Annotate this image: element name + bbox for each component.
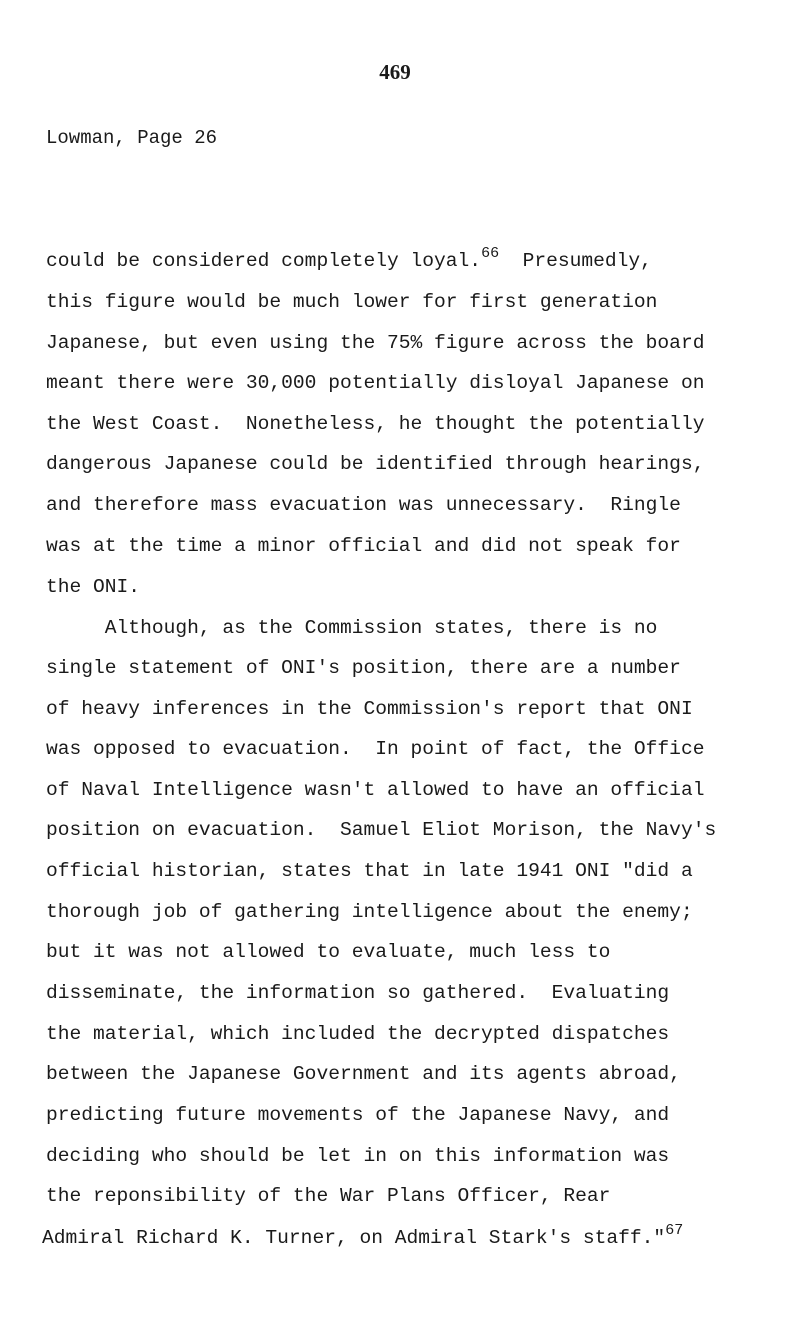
text-line (46, 1184, 610, 1208)
line-text: could be considered completely loyal. (46, 250, 482, 272)
footnote-ref: 66 (481, 245, 500, 262)
line-text: disseminate, the information so gathered. Evaluating (46, 982, 670, 1004)
line-text: position on evacuation. Samuel Eliot Morison, the Navy's (46, 819, 717, 841)
page-number: 469 (379, 60, 411, 84)
line-text: this figure would be much lower for first generation (46, 291, 658, 313)
text-line (46, 940, 610, 964)
line-text: the reponsibility of the War Plans Officer, Rear (46, 1185, 611, 1207)
line-text: was opposed to evacuation. In point of fact, the Office (46, 738, 705, 760)
text-line (46, 245, 652, 275)
line-text: but it was not allowed to evaluate, much less to (46, 941, 611, 963)
text-line (46, 656, 681, 680)
text-line (42, 1222, 684, 1252)
text-line (46, 290, 657, 314)
line-text: the material, which included the decrypted dispatches (46, 1023, 670, 1045)
text-line (46, 778, 704, 802)
text-line (46, 493, 681, 517)
line-text: of Naval Intelligence wasn't allowed to have an official (46, 779, 705, 801)
line-text: deciding who should be let in on this information was (46, 1145, 670, 1167)
line-text: official historian, states that in late 1941 ONI "did a (46, 860, 693, 882)
line-text: predicting future movements of the Japanese Navy, and (46, 1104, 670, 1126)
line-text: Admiral Richard K. Turner, on Admiral Stark's staff." (42, 1227, 666, 1249)
text-line (46, 1103, 669, 1127)
line-text: of heavy inferences in the Commission's report that ONI (46, 698, 693, 720)
text-line (46, 818, 716, 842)
text-line (46, 616, 657, 640)
text-line (46, 331, 704, 355)
text-line (46, 859, 693, 883)
text-line (46, 900, 693, 924)
text-line (46, 412, 704, 436)
line-text-continued: Presumedly, (499, 250, 652, 272)
line-text: Japanese, but even using the 75% figure across the board (46, 332, 705, 354)
text-line (46, 452, 704, 476)
running-head: Lowman, Page 26 (46, 127, 218, 149)
line-text: the ONI. (46, 576, 141, 598)
line-text: between the Japanese Government and its agents abroad, (46, 1063, 681, 1085)
line-text: Although, as the Commission states, there is no (46, 617, 658, 639)
text-line (46, 534, 681, 558)
line-text: was at the time a minor official and did not speak for (46, 535, 681, 557)
text-line (46, 737, 704, 761)
line-text: meant there were 30,000 potentially disloyal Japanese on (46, 372, 705, 394)
text-line (46, 697, 693, 721)
line-text: dangerous Japanese could be identified through hearings, (46, 453, 705, 475)
text-line (46, 1022, 669, 1046)
line-text: single statement of ONI's position, there are a number (46, 657, 681, 679)
text-line (46, 1144, 669, 1168)
text-line (46, 981, 669, 1005)
text-line (46, 575, 140, 599)
footnote-ref: 67 (665, 1222, 684, 1239)
text-line (46, 1062, 681, 1086)
line-text: the West Coast. Nonetheless, he thought the potentially (46, 413, 705, 435)
line-text: thorough job of gathering intelligence about the enemy; (46, 901, 693, 923)
text-line (46, 371, 704, 395)
line-text: and therefore mass evacuation was unnecessary. Ringle (46, 494, 681, 516)
